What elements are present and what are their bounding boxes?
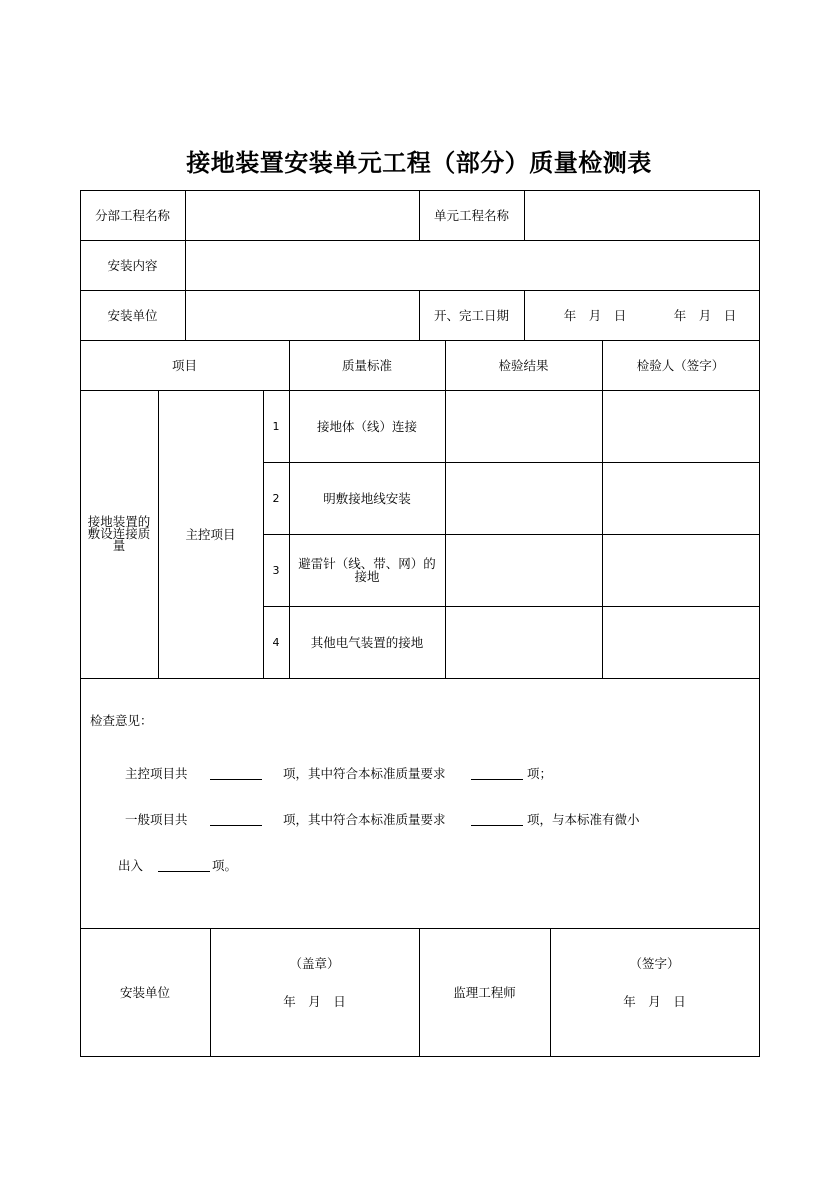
row-number: 2: [272, 491, 280, 505]
column-header-inspector: 检验人（签字）: [636, 357, 725, 373]
content-value-field[interactable]: [185, 240, 759, 290]
column-header-result: 检验结果: [498, 357, 549, 373]
footer-install-unit-label: 安装单位: [119, 984, 170, 1000]
deviation-count-blank[interactable]: [158, 871, 210, 872]
supervisor-label: 监理工程师: [453, 984, 516, 1000]
sign-label: （签字）: [629, 956, 680, 971]
date-label: 开、完工日期: [433, 307, 509, 323]
main-items-qualified-blank[interactable]: [471, 779, 523, 780]
division-label: 分部工程名称: [94, 207, 170, 223]
general-items-suffix: 项，与本标准有微小: [527, 812, 640, 827]
row-number: 4: [272, 635, 280, 649]
general-items-qualified-blank[interactable]: [471, 825, 523, 826]
column-header-item: 项目: [171, 357, 197, 373]
category-label: 接地装置的敷设连接质量: [87, 514, 151, 553]
division-value-field[interactable]: [185, 190, 419, 240]
install-unit-label: 安装单位: [107, 307, 158, 323]
install-unit-field[interactable]: [185, 290, 419, 340]
general-items-count-blank[interactable]: [210, 825, 262, 826]
content-label: 安装内容: [107, 257, 158, 273]
row-standard: 接地体（线）连接: [316, 418, 417, 434]
column-header-standard: 质量标准: [341, 357, 392, 373]
start-date[interactable]: 年 月 日: [563, 307, 627, 323]
seal-label: （盖章）: [289, 956, 340, 971]
deviation-suffix: 项。: [212, 858, 238, 873]
row-inspector-field[interactable]: [602, 390, 759, 462]
end-date[interactable]: 年 月 日: [673, 307, 737, 323]
unit-label: 单元工程名称: [433, 207, 509, 223]
unit-value-field[interactable]: [524, 190, 759, 240]
page-title: 接地装置安装单元工程（部分）质量检测表: [186, 149, 652, 177]
row-result-field[interactable]: [445, 606, 602, 678]
subcategory-label: 主控项目: [185, 526, 236, 542]
general-items-qualified-label: 项，其中符合本标准质量要求: [283, 812, 446, 827]
main-items-count-blank[interactable]: [210, 779, 262, 780]
main-items-qualified-label: 项，其中符合本标准质量要求: [283, 766, 446, 781]
row-standard: 避雷针（线、带、网）的接地: [298, 556, 436, 584]
row-inspector-field[interactable]: [602, 606, 759, 678]
row-inspector-field[interactable]: [602, 462, 759, 534]
seal-date[interactable]: 年 月 日: [283, 994, 346, 1009]
row-result-field[interactable]: [445, 534, 602, 606]
general-items-label: 一般项目共: [125, 812, 188, 827]
main-items-label: 主控项目共: [125, 766, 188, 781]
main-items-suffix: 项；: [527, 766, 553, 781]
row-standard: 其他电气装置的接地: [310, 634, 424, 650]
sign-date[interactable]: 年 月 日: [623, 994, 686, 1009]
opinion-label: 检查意见：: [90, 713, 153, 728]
row-result-field[interactable]: [445, 390, 602, 462]
deviation-label: 出入: [118, 858, 144, 873]
row-inspector-field[interactable]: [602, 534, 759, 606]
row-standard: 明敷接地线安装: [323, 490, 411, 506]
row-result-field[interactable]: [445, 462, 602, 534]
row-number: 3: [272, 563, 280, 577]
row-number: 1: [272, 419, 280, 433]
